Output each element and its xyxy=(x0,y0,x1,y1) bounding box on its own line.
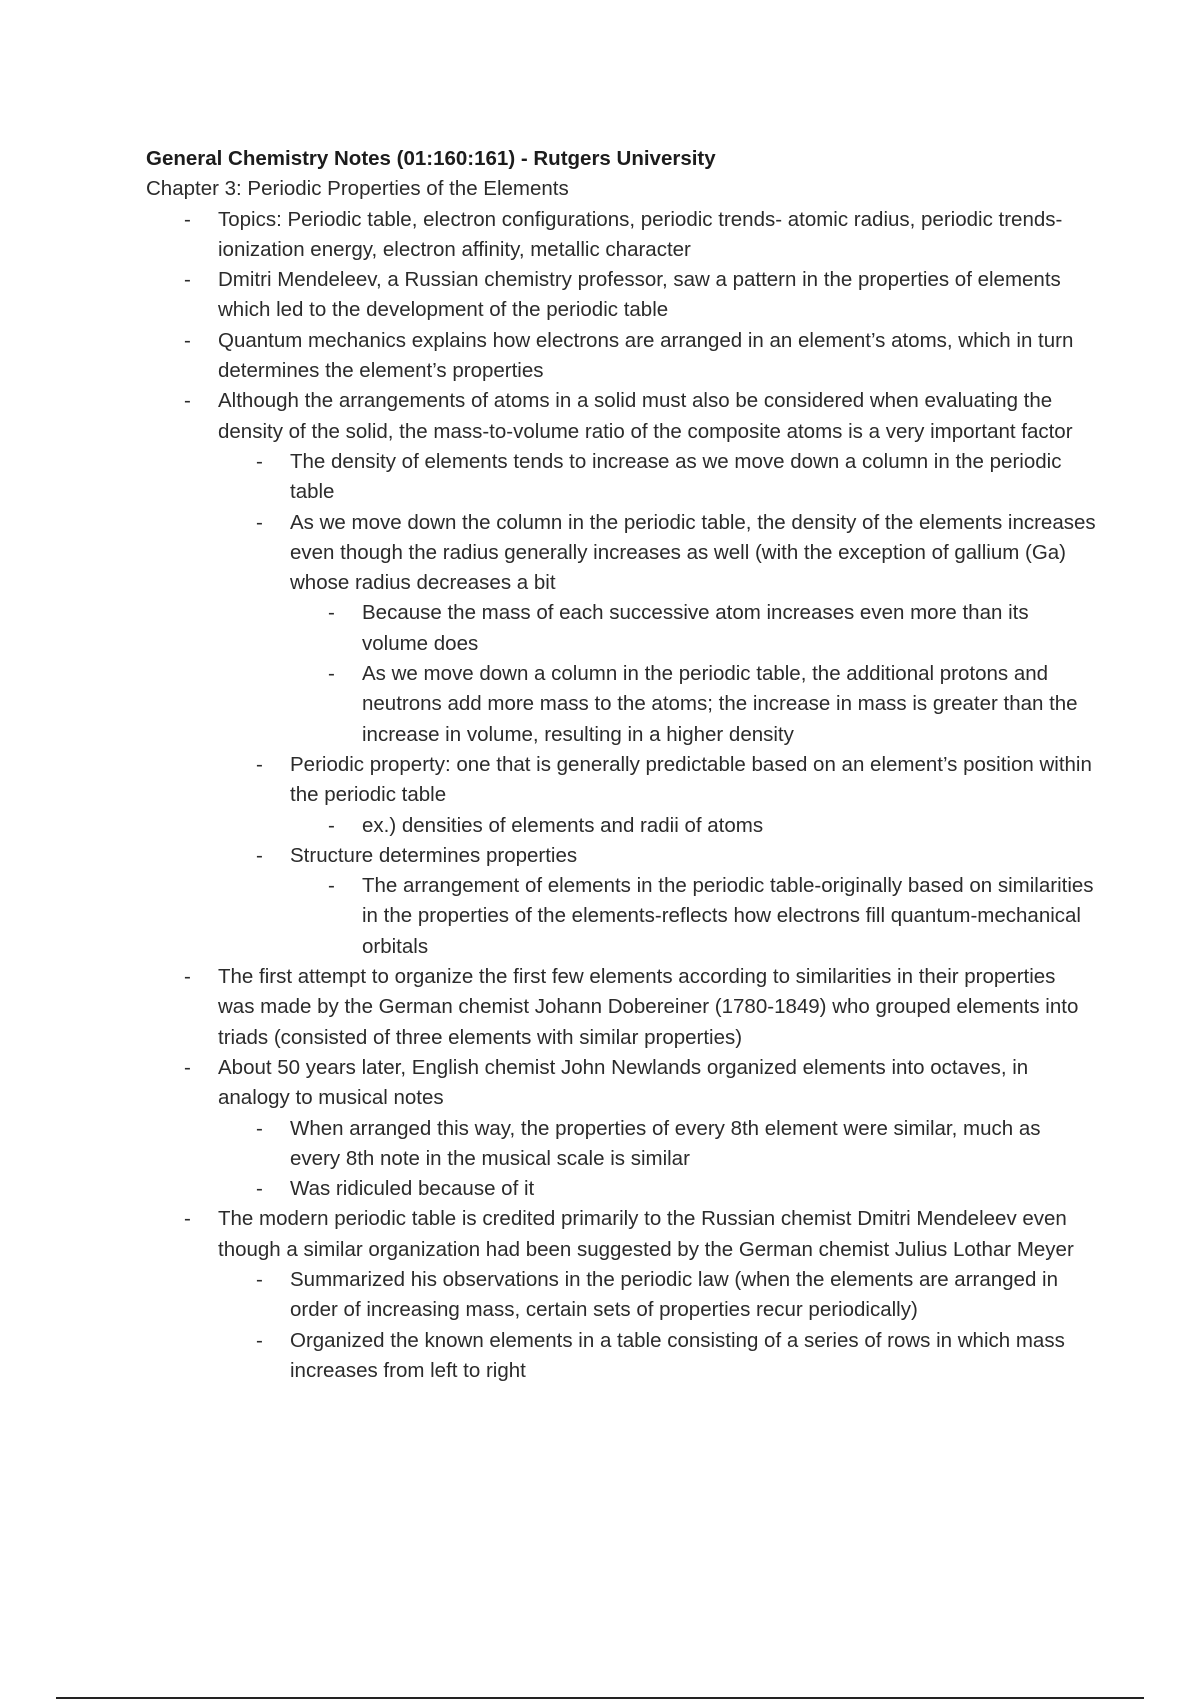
bullet-dash: - xyxy=(256,1116,263,1140)
bullet-dash: - xyxy=(256,449,263,473)
bullet-dash: - xyxy=(184,965,191,989)
list-item-text: The first attempt to organize the first few elements according to similarities in their properties was made by the German chemist Johann Dobereiner (1780-1849) who grouped elements into triads (consisted of three elements with similar properties) xyxy=(218,965,1079,1049)
list-item xyxy=(184,962,1096,1053)
list-item-text: ex.) densities of elements and radii of atoms xyxy=(362,813,764,837)
list-item xyxy=(256,750,1096,841)
bullet-dash: - xyxy=(184,389,191,413)
bullet-dash: - xyxy=(184,1207,191,1231)
list-item xyxy=(328,871,1096,962)
bullet-dash: - xyxy=(256,843,263,867)
document-title: General Chemistry Notes (01:160:161) - Rutgers University xyxy=(146,147,716,170)
list-item-text: Quantum mechanics explains how electrons are arranged in an element’s atoms, which in turn determines the element’s properties xyxy=(218,328,1074,383)
bullet-dash: - xyxy=(256,752,263,776)
list-item-text: The density of elements tends to increase as we move down a column in the periodic table xyxy=(290,449,1062,504)
list-item xyxy=(184,205,1096,266)
notes-list xyxy=(146,205,1096,1387)
list-item xyxy=(184,1204,1096,1386)
list-item xyxy=(256,841,1096,962)
sub-list xyxy=(218,1265,1096,1386)
footer-divider xyxy=(56,1697,1144,1699)
list-item xyxy=(256,1174,1096,1204)
bullet-dash: - xyxy=(256,1177,263,1201)
bullet-dash: - xyxy=(184,268,191,292)
bullet-dash: - xyxy=(256,1267,263,1291)
list-item-text: The modern periodic table is credited primarily to the Russian chemist Dmitri Mendeleev even though a similar organization had been suggested by the German chemist Julius Lothar Meyer xyxy=(218,1207,1074,1261)
list-item-text: Dmitri Mendeleev, a Russian chemistry professor, saw a pattern in the properties of elements which led to the development of the periodic table xyxy=(218,268,1061,322)
bullet-dash: - xyxy=(328,662,335,686)
list-item-text: As we move down a column in the periodic table, the additional protons and neutrons add more mass to the atoms; the increase in mass is greater than the increase in volume, resulting in a higher density xyxy=(362,662,1078,746)
bullet-dash: - xyxy=(328,813,335,837)
list-item xyxy=(256,508,1096,750)
list-item xyxy=(184,265,1096,326)
document-page xyxy=(146,144,1096,1386)
sub-list xyxy=(218,1114,1096,1205)
chapter-heading: Chapter 3: Periodic Properties of the Elements xyxy=(146,177,569,201)
list-item-text: As we move down the column in the periodic table, the density of the elements increases even though the radius generally increases as well (with the exception of gallium (Ga) whose radius decreases a bit xyxy=(290,510,1096,595)
list-item xyxy=(328,811,1096,841)
list-item xyxy=(256,1326,1096,1387)
bullet-dash: - xyxy=(184,1055,191,1079)
list-item-text: Was ridiculed because of it xyxy=(290,1177,535,1201)
sub-list xyxy=(290,811,1096,841)
list-item xyxy=(256,1265,1096,1326)
list-item xyxy=(328,598,1096,659)
bullet-dash: - xyxy=(328,874,335,898)
list-item xyxy=(256,1114,1096,1175)
bullet-dash: - xyxy=(328,601,335,625)
list-item-text: Because the mass of each successive atom increases even more than its volume does xyxy=(362,601,1029,655)
list-item-text: When arranged this way, the properties of every 8th element were similar, much as every 8th note in the musical scale is similar xyxy=(290,1116,1041,1170)
sub-list xyxy=(218,447,1096,962)
list-item xyxy=(184,326,1096,387)
list-item-text: About 50 years later, English chemist John Newlands organized elements into octaves, in analogy to musical notes xyxy=(218,1055,1029,1110)
bullet-dash: - xyxy=(184,328,191,352)
list-item-text: Structure determines properties xyxy=(290,843,578,867)
list-item-text: Topics: Periodic table, electron configurations, periodic trends- atomic radius, periodic trends- ionization energy, electron affinity, metallic character xyxy=(218,207,1063,261)
list-item-text: Organized the known elements in a table consisting of a series of rows in which mass increases from left to right xyxy=(290,1328,1065,1382)
list-item-text: The arrangement of elements in the periodic table-originally based on similarities in the properties of the elements-reflects how electrons fill quantum-mechanical orbitals xyxy=(362,874,1094,958)
list-item xyxy=(328,659,1096,750)
list-item xyxy=(184,386,1096,962)
list-item-text: Although the arrangements of atoms in a solid must also be considered when evaluating the density of the solid, the mass-to-volume ratio of the composite atoms is a very important factor xyxy=(218,389,1073,443)
list-item-text: Periodic property: one that is generally predictable based on an element’s position within the periodic table xyxy=(290,752,1092,807)
list-item xyxy=(256,447,1096,508)
sub-list xyxy=(290,871,1096,962)
bullet-dash: - xyxy=(256,1328,263,1352)
sub-list xyxy=(290,598,1096,749)
list-item-text: Summarized his observations in the periodic law (when the elements are arranged in order of increasing mass, certain sets of properties recur periodically) xyxy=(290,1267,1059,1322)
bullet-dash: - xyxy=(184,207,191,231)
list-item xyxy=(184,1053,1096,1204)
bullet-dash: - xyxy=(256,510,263,534)
